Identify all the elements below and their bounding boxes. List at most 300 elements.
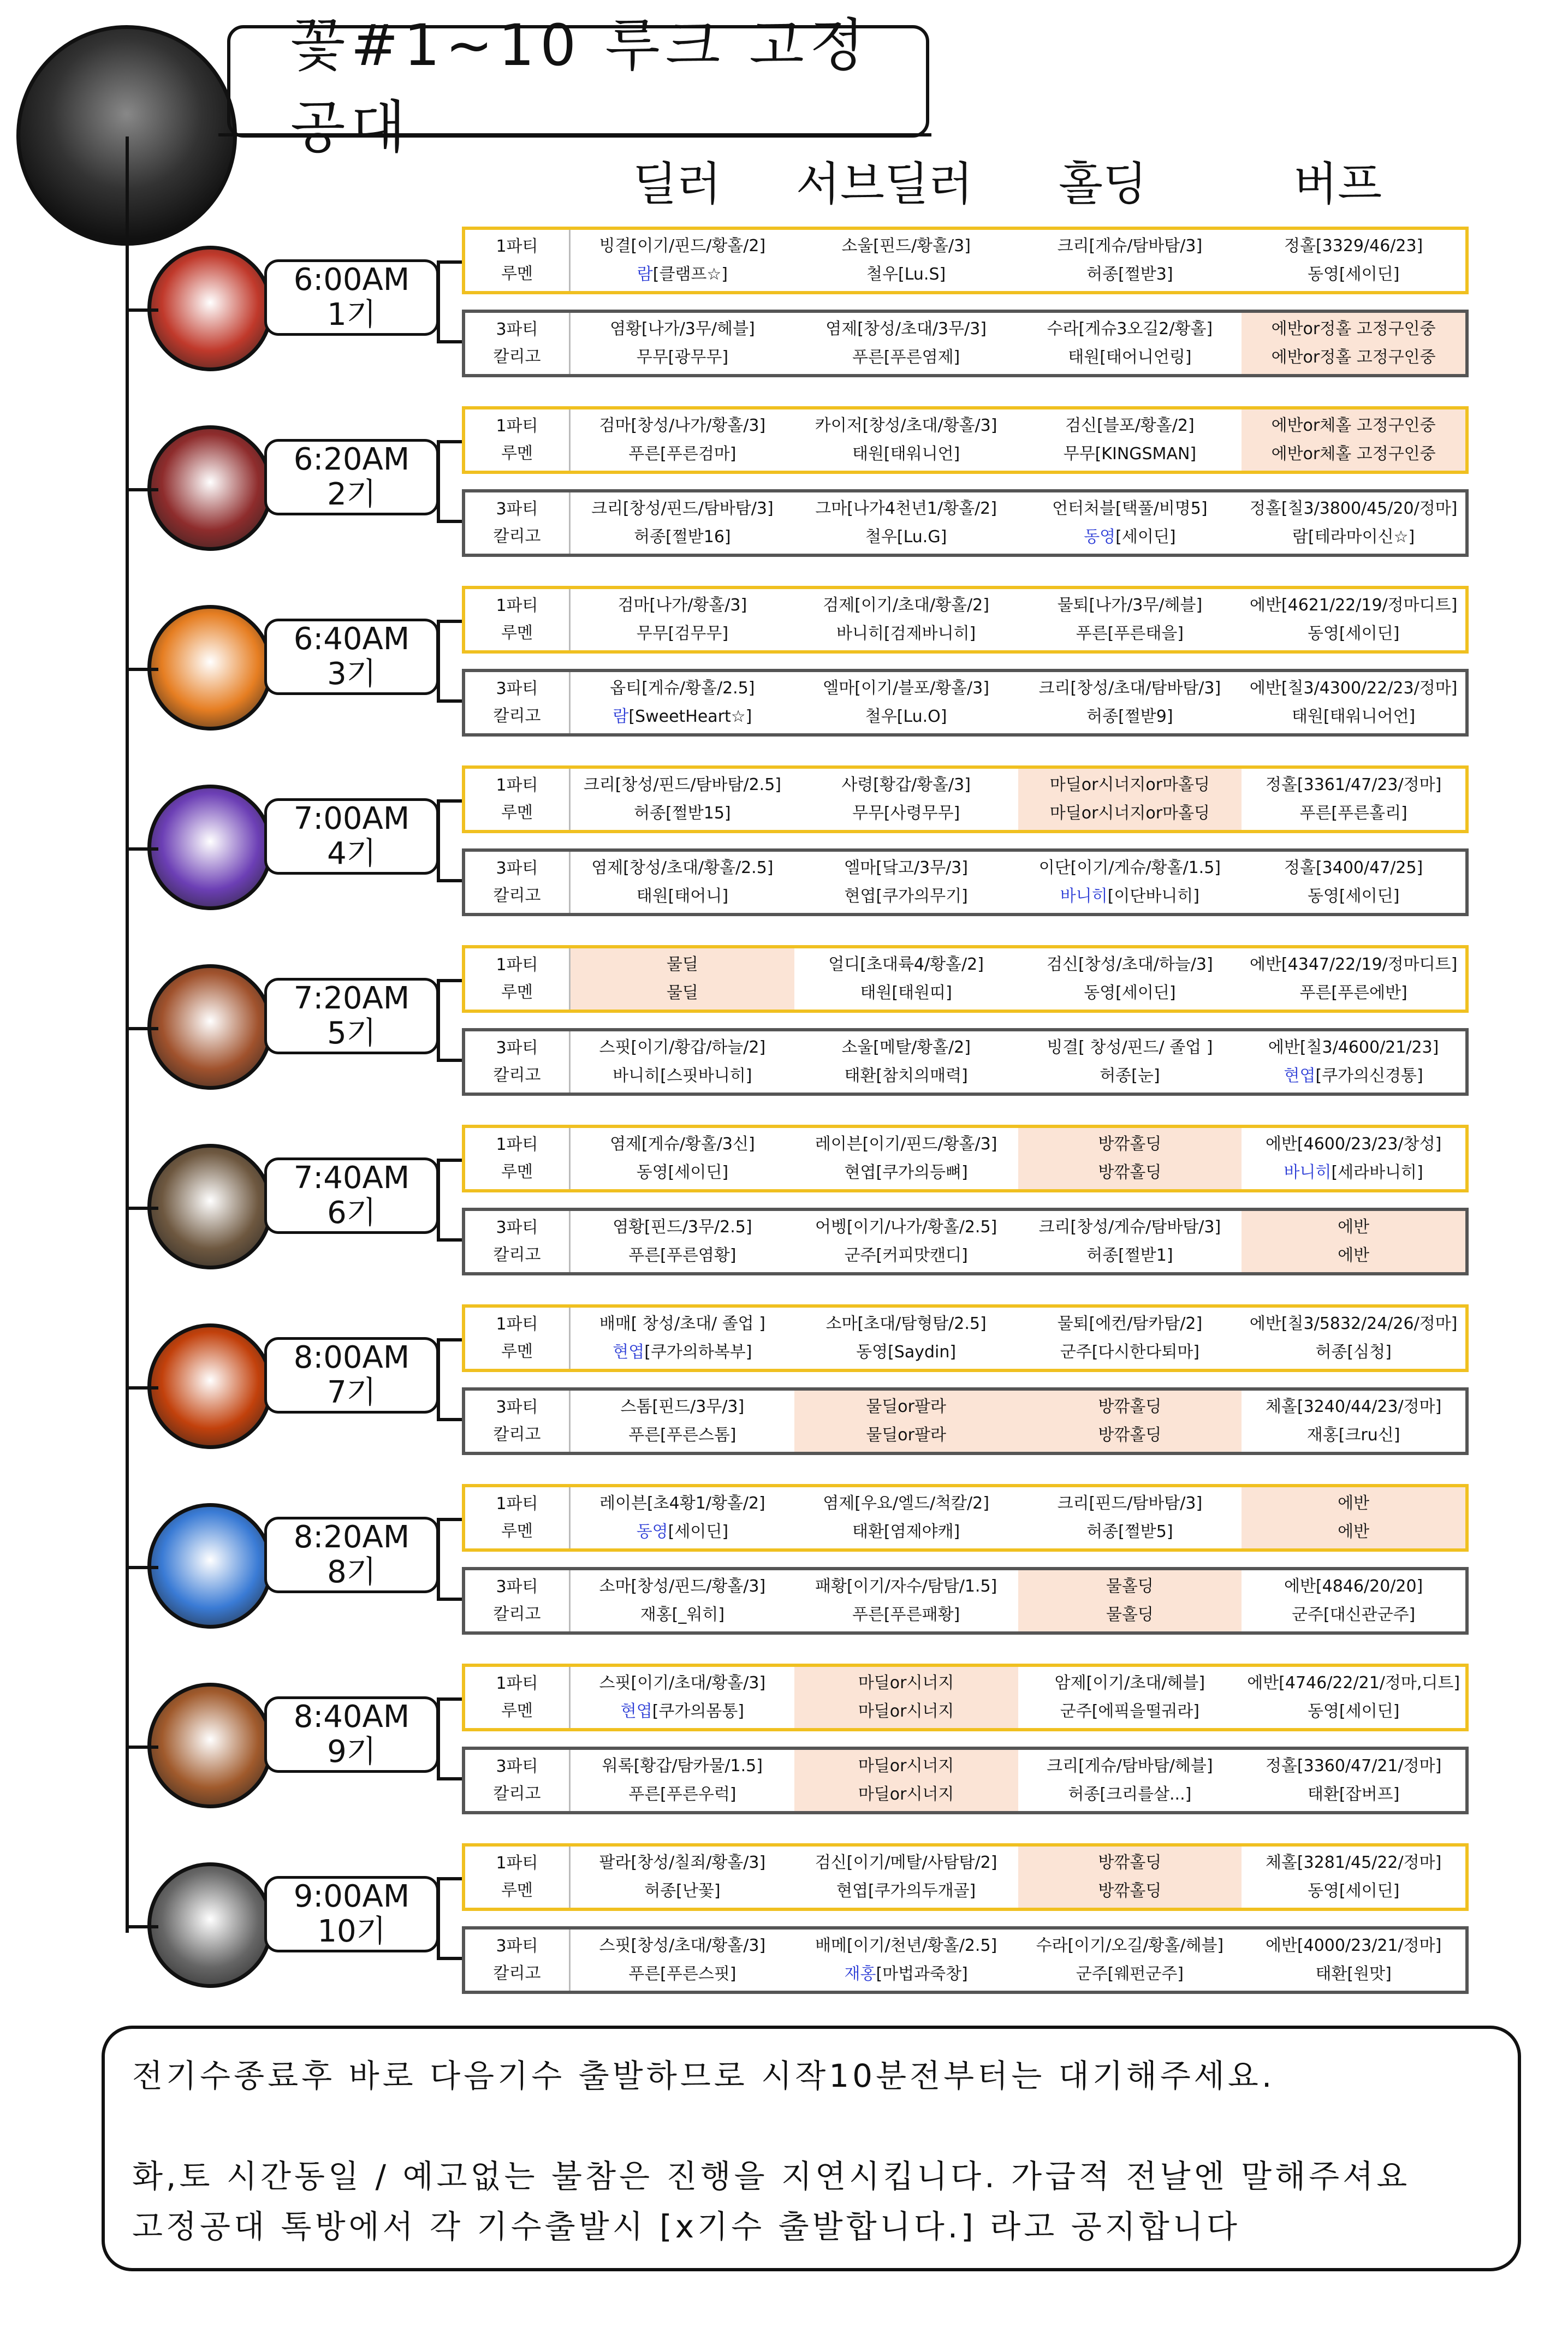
- col-header-holding: 홀딩: [1058, 157, 1148, 211]
- avatar-1: [147, 246, 273, 371]
- job-spec: 에반[칠3/4600/21/23]: [1268, 1038, 1439, 1057]
- raid-name: 칼리고: [493, 1425, 541, 1444]
- party-label-cell: [465, 948, 571, 1010]
- party-label-cell: [465, 230, 571, 291]
- job-spec: 에반[칠3/4300/22/23/정마]: [1249, 679, 1458, 698]
- player-character: [세이딘]: [1115, 527, 1176, 547]
- holding-cell: [1018, 1570, 1242, 1631]
- job-spec: 물퇴[에컨/탐카탐/2]: [1057, 1314, 1203, 1333]
- dealer-cell: [571, 948, 794, 1010]
- job-spec: 크리[게슈/탐바탐/3]: [1057, 236, 1203, 256]
- job-spec: 수라[이기/오길/황홀/헤블]: [1036, 1936, 1224, 1955]
- raid-name: 루멘: [501, 1881, 533, 1900]
- time-label: 6:20AM: [293, 442, 410, 477]
- time-slot-box: [264, 1337, 439, 1414]
- player-name: 현엽[쿠가의두개골]: [836, 1881, 976, 1901]
- party-bracket: [437, 260, 440, 343]
- subdealer-cell: [794, 1487, 1018, 1548]
- party-label-cell: [465, 1128, 571, 1189]
- player-name: 허종[눈]: [1100, 1066, 1160, 1085]
- timeline-connector: [126, 488, 158, 491]
- player-name: 방깎홀딩: [1098, 1426, 1162, 1445]
- player-name-highlight: 현엽: [613, 1343, 645, 1362]
- party-number: 1파티: [496, 596, 538, 615]
- player-name: 푸른[푸른스핏]: [628, 1964, 737, 1984]
- time-slot-box: [264, 1876, 439, 1952]
- player-name: 현엽[쿠가의무기]: [844, 887, 968, 906]
- dealer-cell: [571, 230, 794, 291]
- subdealer-cell: [794, 1847, 1018, 1908]
- buff-cell: [1242, 409, 1465, 471]
- subdealer-cell: [794, 313, 1018, 374]
- party-number: 3파티: [496, 1038, 538, 1058]
- dealer-cell: [571, 1570, 794, 1631]
- job-spec: 에반: [1338, 1494, 1370, 1513]
- time-slot-box: [264, 619, 439, 695]
- player-name: 군주[다시한다퇴마]: [1060, 1343, 1199, 1362]
- party-bracket-arm: [437, 699, 463, 703]
- buff-cell: [1242, 769, 1465, 830]
- job-spec: 수라[게슈3오길2/황홀]: [1047, 319, 1213, 339]
- time-slot-box: [264, 259, 439, 336]
- party-1-row: [462, 1484, 1469, 1552]
- time-label: 8:20AM: [293, 1519, 410, 1555]
- player-name: 철우[Lu.S]: [866, 265, 946, 284]
- player-name: 태원[태어니언링]: [1068, 348, 1192, 367]
- holding-cell: [1018, 230, 1242, 291]
- notice-line-1: 전기수종료후 바로 다음기수 출발하므로 시작10분전부터는 대기해주세요.: [132, 2057, 1275, 2094]
- party-bracket-arm: [437, 260, 463, 264]
- party-bracket: [437, 1338, 440, 1421]
- time-to-bracket: [437, 1914, 440, 1917]
- time-to-bracket: [437, 1196, 440, 1199]
- player-name: 동영[세이딘]: [636, 1163, 729, 1182]
- job-spec: 엘마[이기/블포/황홀/3]: [823, 679, 989, 698]
- party-bracket: [437, 1518, 440, 1601]
- notice-box: [102, 2026, 1521, 2271]
- job-spec: 빙결[ 창성/핀드/ 졸업 ]: [1047, 1038, 1213, 1057]
- job-spec: 정홀[칠3/3800/45/20/정마]: [1249, 499, 1458, 518]
- avatar-2: [147, 425, 273, 551]
- holding-cell: [1018, 1487, 1242, 1548]
- player-name: 방깎홀딩: [1098, 1163, 1162, 1182]
- group-number: 9기: [327, 1734, 376, 1770]
- holding-cell: [1018, 1211, 1242, 1272]
- holding-cell: [1018, 1750, 1242, 1811]
- party-bracket-arm: [437, 1059, 463, 1062]
- holding-cell: [1018, 1930, 1242, 1991]
- party-label-cell: [465, 1487, 571, 1548]
- buff-cell: [1242, 1847, 1465, 1908]
- party-1-row: [462, 765, 1469, 833]
- subdealer-cell: [794, 1750, 1018, 1811]
- dealer-cell: [571, 672, 794, 733]
- raid-name: 루멘: [501, 1701, 533, 1720]
- job-spec: 소울[핀드/황홀/3]: [841, 236, 971, 256]
- raid-name: 칼리고: [493, 347, 541, 366]
- party-bracket: [437, 1159, 440, 1242]
- raid-name: 루멘: [501, 1162, 533, 1182]
- player-name: 무무[광무무]: [636, 348, 729, 367]
- player-name: 태환[원맛]: [1315, 1964, 1392, 1984]
- player-name: [1084, 523, 1175, 551]
- player-name: [844, 1960, 967, 1988]
- player-name: [613, 703, 752, 731]
- party-number: 3파티: [496, 1757, 538, 1776]
- party-1-row: [462, 1664, 1469, 1731]
- party-3-row: [462, 1387, 1469, 1455]
- party-label-cell: [465, 769, 571, 830]
- job-spec: 에반: [1338, 1218, 1370, 1237]
- subdealer-cell: [794, 948, 1018, 1010]
- time-to-bracket: [437, 1735, 440, 1738]
- group-number: 10기: [317, 1914, 386, 1949]
- buff-cell: [1242, 1391, 1465, 1452]
- player-name: [1060, 882, 1199, 911]
- player-name: 현엽[쿠가의등뼈]: [844, 1163, 968, 1182]
- job-spec: 에반or체홀 고정구인중: [1271, 416, 1436, 435]
- timeline-connector: [126, 308, 158, 312]
- job-spec: 에반[4746/22/21/정마,디트]: [1247, 1673, 1460, 1693]
- player-name-highlight: 바니히: [1284, 1163, 1332, 1182]
- party-bracket-arm: [437, 1418, 463, 1421]
- player-name: 푸른[푸른염제]: [852, 348, 960, 367]
- job-spec: 엘마[닼고/3무/3]: [844, 858, 968, 877]
- job-spec: 스핏[이기/황갑/하늘/2]: [599, 1038, 766, 1057]
- dealer-cell: [571, 589, 794, 650]
- job-spec: 크리[창성/게슈/탐바탐/3]: [1038, 1218, 1221, 1237]
- party-number: 1파티: [496, 1674, 538, 1693]
- player-name: 군주[에픽을떨궈라]: [1060, 1702, 1199, 1721]
- raid-name: 루멘: [501, 624, 533, 643]
- job-spec: 검신[창성/초대/하늘/3]: [1047, 955, 1213, 974]
- party-number: 1파티: [496, 1854, 538, 1873]
- job-spec: 정홀[3400/47/25]: [1284, 858, 1423, 877]
- time-to-bracket: [437, 657, 440, 660]
- time-to-bracket: [437, 1555, 440, 1558]
- holding-cell: [1018, 852, 1242, 913]
- avatar-10: [147, 1862, 273, 1988]
- player-name: 푸른[푸른검마]: [628, 444, 737, 464]
- player-character: [세라바니히]: [1331, 1163, 1423, 1182]
- job-spec: 에반or정홀 고정구인중: [1271, 319, 1436, 339]
- job-spec: 그마[나가4천년1/황홀/2]: [815, 499, 997, 518]
- job-spec: 에반[4000/23/21/정마]: [1265, 1936, 1442, 1955]
- job-spec: 염제[창성/초대/3무/3]: [825, 319, 987, 339]
- job-spec: 마딜or시너지: [858, 1756, 954, 1776]
- player-name: 동영[세이딘]: [1307, 887, 1400, 906]
- party-3-row: [462, 1028, 1469, 1096]
- raid-name: 칼리고: [493, 1066, 541, 1085]
- timeline-connector: [126, 1925, 158, 1928]
- player-name: 푸른[푸른태을]: [1076, 624, 1184, 643]
- job-spec: 에반[칠3/5832/24/26/정마]: [1249, 1314, 1458, 1333]
- player-name: 허종[난꽃]: [644, 1881, 721, 1901]
- party-bracket-arm: [437, 1697, 463, 1701]
- player-name: 무무[검무무]: [636, 624, 729, 643]
- player-name: 허종[쩔받3]: [1086, 265, 1173, 284]
- timeline-line: [126, 136, 129, 1933]
- subdealer-cell: [794, 1308, 1018, 1369]
- player-name: 태원[태원띠]: [860, 983, 952, 1002]
- party-bracket: [437, 979, 440, 1062]
- timeline-connector: [126, 1566, 158, 1569]
- player-name: 태원[태워니어언]: [1291, 707, 1416, 726]
- player-name: 허종[쩔받5]: [1086, 1522, 1173, 1541]
- time-slot-box: [264, 1696, 439, 1773]
- holding-cell: [1018, 1031, 1242, 1093]
- holding-cell: [1018, 1391, 1242, 1452]
- holding-cell: [1018, 1308, 1242, 1369]
- buff-cell: [1242, 492, 1465, 554]
- party-number: 3파티: [496, 1398, 538, 1417]
- time-label: 7:40AM: [293, 1160, 410, 1196]
- job-spec: 마딜or시너지or마홀딩: [1049, 775, 1210, 794]
- job-spec: 물딜or팔라: [866, 1397, 946, 1416]
- player-name: 마딜or시너지: [858, 1785, 954, 1804]
- party-1-row: [462, 406, 1469, 474]
- job-spec: 에반[4600/23/23/창성]: [1265, 1135, 1442, 1154]
- time-to-bracket: [437, 836, 440, 840]
- buff-cell: [1242, 852, 1465, 913]
- buff-cell: [1242, 1570, 1465, 1631]
- player-name: 물딜: [666, 983, 698, 1002]
- player-name-highlight: 현엽: [620, 1702, 652, 1721]
- timeline-connector: [126, 1207, 158, 1210]
- job-spec: 언터처블[택풀/비명5]: [1052, 499, 1208, 518]
- party-3-row: [462, 1747, 1469, 1814]
- player-name: 에반or체홀 고정구인중: [1271, 444, 1436, 464]
- player-name: 푸른[푸른스톰]: [628, 1426, 737, 1445]
- job-spec: 방깎홀딩: [1098, 1397, 1162, 1416]
- time-label: 7:20AM: [293, 981, 410, 1016]
- party-label-cell: [465, 1211, 571, 1272]
- player-name: 푸른[푸른에반]: [1299, 983, 1407, 1002]
- job-spec: 물딜: [666, 955, 698, 974]
- job-spec: 에반[4846/20/20]: [1284, 1577, 1423, 1596]
- raid-name: 칼리고: [493, 1964, 541, 1983]
- time-label: 8:00AM: [293, 1340, 410, 1375]
- group-number: 7기: [327, 1375, 376, 1410]
- group-number: 3기: [327, 656, 376, 692]
- subdealer-cell: [794, 1570, 1018, 1631]
- party-number: 3파티: [496, 1218, 538, 1237]
- player-name-highlight: 동영: [636, 1522, 668, 1541]
- player-name: [613, 1338, 752, 1367]
- player-name: 철우[Lu.O]: [865, 707, 947, 726]
- dealer-cell: [571, 313, 794, 374]
- party-bracket: [437, 620, 440, 703]
- party-label-cell: [465, 1667, 571, 1728]
- buff-cell: [1242, 313, 1465, 374]
- job-spec: 크리[핀드/탐바탐/3]: [1057, 1494, 1203, 1513]
- player-name: 푸른[푸른홀리]: [1299, 804, 1407, 823]
- raid-name: 칼리고: [493, 527, 541, 546]
- player-name: 태환[참치의매력]: [844, 1066, 968, 1085]
- dealer-cell: [571, 1847, 794, 1908]
- time-label: 9:00AM: [293, 1879, 410, 1914]
- job-spec: 마딜or시너지: [858, 1673, 954, 1693]
- party-1-row: [462, 945, 1469, 1013]
- player-name: 허종[쩔받15]: [634, 804, 731, 823]
- player-name: 마딜or시너지: [858, 1702, 954, 1721]
- subdealer-cell: [794, 492, 1018, 554]
- player-name: 재홍[_워히]: [640, 1605, 725, 1624]
- subdealer-cell: [794, 409, 1018, 471]
- player-name-highlight: 동영: [1084, 527, 1116, 547]
- subdealer-cell: [794, 589, 1018, 650]
- dealer-cell: [571, 1930, 794, 1991]
- player-name: 군주[커피맛캔디]: [844, 1246, 968, 1265]
- timeline-connector: [126, 1027, 158, 1030]
- dealer-cell: [571, 852, 794, 913]
- raid-name: 루멘: [501, 1342, 533, 1361]
- player-character: [세이딘]: [668, 1522, 729, 1541]
- raid-name: 루멘: [501, 1522, 533, 1541]
- job-spec: 패황[이기/자수/탐탐/1.5]: [815, 1577, 997, 1596]
- player-name: 방깎홀딩: [1098, 1881, 1162, 1901]
- party-1-row: [462, 1125, 1469, 1192]
- player-name: 바니히[스핏바니히]: [613, 1066, 752, 1085]
- raid-name: 칼리고: [493, 1245, 541, 1265]
- holding-cell: [1018, 589, 1242, 650]
- buff-cell: [1242, 1487, 1465, 1548]
- job-spec: 염제[창성/초대/황홀/2.5]: [591, 858, 774, 877]
- player-name: 람[테라마이신☆]: [1292, 527, 1415, 547]
- buff-cell: [1242, 230, 1465, 291]
- job-spec: 정홀[3361/47/23/정마]: [1265, 775, 1442, 794]
- subdealer-cell: [794, 852, 1018, 913]
- raid-name: 칼리고: [493, 886, 541, 905]
- job-spec: 소마[창성/핀드/황홀/3]: [599, 1577, 766, 1596]
- job-spec: 크리[게슈/탐바탐/헤블]: [1047, 1756, 1213, 1776]
- player-name: 동영[세이딘]: [1307, 1702, 1400, 1721]
- job-spec: 옵티[게슈/황홀/2.5]: [610, 679, 755, 698]
- party-label-cell: [465, 589, 571, 650]
- player-name: 허종[쩔받1]: [1086, 1246, 1173, 1265]
- player-name: 푸른[푸른염황]: [628, 1246, 737, 1265]
- party-label-cell: [465, 1570, 571, 1631]
- party-number: 1파티: [496, 776, 538, 795]
- job-spec: 크리[창성/초대/탐바탐/3]: [1038, 679, 1221, 698]
- time-slot-box: [264, 798, 439, 875]
- buff-cell: [1242, 948, 1465, 1010]
- party-bracket-arm: [437, 1518, 463, 1521]
- dealer-cell: [571, 1128, 794, 1189]
- player-name: [1284, 1159, 1423, 1187]
- player-name: 무무[KINGSMAN]: [1063, 444, 1197, 464]
- player-character: [클램프☆]: [652, 265, 728, 284]
- subdealer-cell: [794, 672, 1018, 733]
- job-spec: 소울[메탈/황홀/2]: [841, 1038, 971, 1057]
- player-name: 에반: [1338, 1246, 1370, 1265]
- player-name-highlight: 람: [637, 265, 653, 284]
- job-spec: 검신[이기/메탈/사탐탐/2]: [815, 1853, 997, 1872]
- buff-cell: [1242, 1750, 1465, 1811]
- buff-cell: [1242, 589, 1465, 650]
- col-header-dealer: 딜러: [632, 157, 722, 211]
- player-name: 동영[세이딘]: [1307, 1881, 1400, 1901]
- party-number: 1파티: [496, 1315, 538, 1334]
- time-to-bracket: [437, 477, 440, 480]
- player-name: 태원[태어니]: [636, 887, 729, 906]
- party-label-cell: [465, 852, 571, 913]
- party-bracket: [437, 799, 440, 882]
- player-name: 태환[잡버프]: [1307, 1785, 1400, 1804]
- party-label-cell: [465, 1031, 571, 1093]
- timeline-connector: [126, 1746, 158, 1749]
- time-label: 6:40AM: [293, 621, 410, 657]
- party-1-row: [462, 586, 1469, 654]
- party-bracket-arm: [437, 440, 463, 443]
- avatar-8: [147, 1503, 273, 1629]
- holding-cell: [1018, 313, 1242, 374]
- player-name: 물딜or팔라: [866, 1426, 946, 1445]
- job-spec: 배메[이기/천년/황홀/2.5]: [815, 1936, 997, 1955]
- party-3-row: [462, 310, 1469, 377]
- party-bracket-arm: [437, 879, 463, 882]
- job-spec: 검마[창성/나가/황홀/3]: [599, 416, 766, 435]
- dealer-cell: [571, 492, 794, 554]
- party-bracket-arm: [437, 1338, 463, 1341]
- party-number: 1파티: [496, 1135, 538, 1154]
- time-to-bracket: [437, 1375, 440, 1379]
- player-character: [쿠가의신경통]: [1315, 1066, 1423, 1085]
- time-label: 8:40AM: [293, 1699, 410, 1735]
- job-spec: 정홀[3329/46/23]: [1284, 236, 1423, 256]
- player-name: 허종[쩔받16]: [634, 527, 731, 547]
- group-number: 5기: [327, 1016, 376, 1051]
- avatar-5: [147, 964, 273, 1090]
- dealer-cell: [571, 1391, 794, 1452]
- job-spec: 워록[황갑/탐카물/1.5]: [602, 1756, 763, 1776]
- group-number: 6기: [327, 1195, 376, 1231]
- player-name: 에반: [1338, 1522, 1370, 1541]
- party-bracket-arm: [437, 1238, 463, 1242]
- player-name-highlight: 람: [613, 707, 629, 726]
- job-spec: 염황[나가/3무/헤블]: [610, 319, 755, 339]
- avatar-4: [147, 785, 273, 910]
- time-slot-box: [264, 439, 439, 515]
- party-number: 1파티: [496, 237, 538, 256]
- avatar-7: [147, 1323, 273, 1449]
- avatar-6: [147, 1144, 273, 1269]
- buff-cell: [1242, 1031, 1465, 1093]
- subdealer-cell: [794, 1128, 1018, 1189]
- time-label: 6:00AM: [293, 262, 410, 298]
- holding-cell: [1018, 1128, 1242, 1189]
- player-name: 무무[사령무무]: [852, 804, 960, 823]
- player-character: [SweetHeart☆]: [628, 707, 752, 726]
- holding-cell: [1018, 1667, 1242, 1728]
- raid-name: 칼리고: [493, 1784, 541, 1803]
- job-spec: 염황[핀드/3무/2.5]: [613, 1218, 752, 1237]
- job-spec: 체홀[3240/44/23/정마]: [1265, 1397, 1442, 1416]
- party-bracket-arm: [437, 1777, 463, 1780]
- raid-name: 루멘: [501, 983, 533, 1002]
- job-spec: 암제[이기/초대/헤블]: [1054, 1673, 1205, 1693]
- party-label-cell: [465, 1930, 571, 1991]
- player-character: [이단바니히]: [1107, 887, 1199, 906]
- raid-name: 칼리고: [493, 1605, 541, 1624]
- time-slot-box: [264, 1157, 439, 1234]
- job-spec: 방깎홀딩: [1098, 1853, 1162, 1872]
- player-name: 태원[태워니언]: [852, 444, 960, 464]
- player-name: 동영[Saydin]: [856, 1343, 957, 1362]
- job-spec: 스핏[창성/초대/황홀/3]: [599, 1936, 766, 1955]
- subdealer-cell: [794, 769, 1018, 830]
- player-name: 군주[웨펀군주]: [1076, 1964, 1184, 1984]
